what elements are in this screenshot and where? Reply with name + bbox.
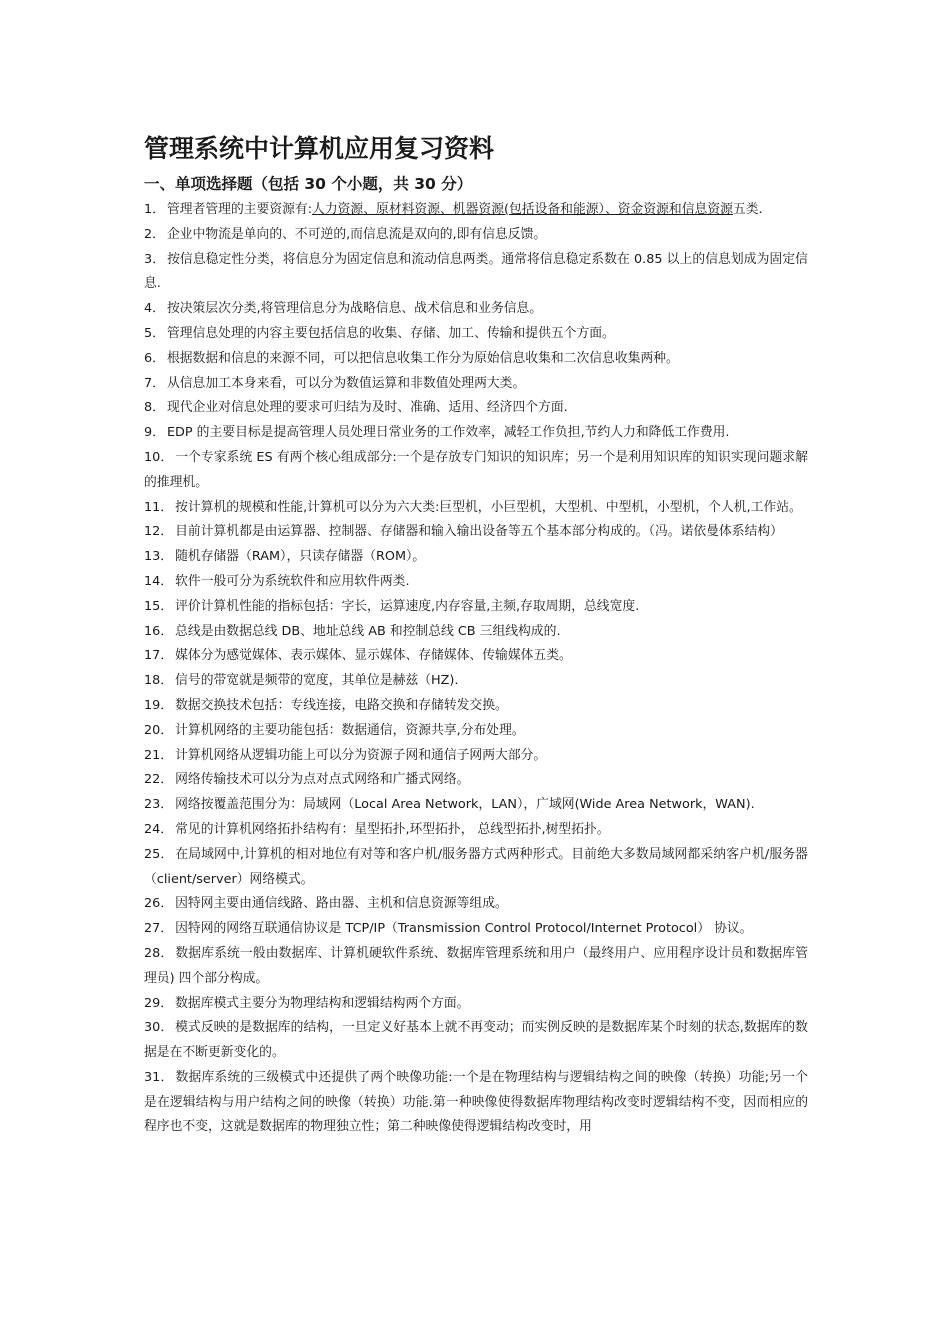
document-title: 管理系统中计算机应用复习资料 — [144, 134, 495, 163]
question-list — [144, 198, 808, 1140]
item-number: 3． — [144, 251, 166, 267]
list-item — [144, 421, 808, 446]
list-item — [144, 694, 808, 719]
list-item — [144, 768, 808, 793]
list-item — [144, 1016, 808, 1066]
list-item — [144, 595, 808, 620]
document-page — [144, 132, 808, 1140]
item-number: 14． — [144, 573, 174, 589]
item-number: 9． — [144, 425, 165, 441]
list-item — [144, 719, 808, 744]
item-number: 20． — [144, 722, 174, 738]
item-number: 29． — [144, 995, 174, 1011]
item-text: 从信息加工本身来看，可以分为数值运算和非数值处理两大类。 — [166, 375, 526, 391]
list-item — [144, 496, 808, 521]
item-text: 网络传输技术可以分为点对点式网络和广播式网络。 — [175, 772, 470, 788]
item-number: 11． — [144, 499, 174, 515]
item-text: 目前计算机都是由运算器、控制器、存储器和输入输出设备等五个基本部分构成的。（冯。诺依曼体系结构） — [175, 524, 783, 540]
item-text: 数据库系统一般由数据库、计算机硬软件系统、数据库管理系统和用户（最终用户、应用程序设计员和数据库管理员) 四个部分构成。 — [144, 945, 808, 986]
list-item — [144, 669, 808, 694]
item-number: 2． — [144, 226, 165, 242]
item-number: 17． — [144, 648, 174, 664]
item-number: 19． — [144, 697, 174, 713]
list-item — [144, 644, 808, 669]
item-text: EDP 的主要目标是提高管理人员处理日常业务的工作效率，减轻工作负担,节约人力和降低工作费用. — [166, 425, 730, 441]
item-text: 软件一般可分为系统软件和应用软件两类. — [175, 573, 410, 589]
item-text: 企业中物流是单向的、不可逆的,而信息流是双向的,即有信息反馈。 — [166, 226, 547, 242]
item-number: 31． — [144, 1069, 174, 1085]
item-text: 现代企业对信息处理的要求可归结为及时、准确、适用、经济四个方面. — [166, 400, 568, 416]
item-number: 1． — [144, 202, 165, 217]
list-item — [144, 793, 808, 818]
item-text: 数据交换技术包括：专线连接，电路交换和存储转发交换。 — [175, 697, 508, 713]
item-number: 6． — [144, 350, 165, 366]
item-text: 信号的带宽就是频带的宽度，其单位是赫兹（HZ). — [175, 673, 459, 689]
item-text: 一个专家系统 ES 有两个核心组成部分:一个是存放专门知识的知识库；另一个是利用知识库的知识实现问题求解的推理机。 — [144, 449, 808, 490]
list-item — [144, 843, 808, 893]
item-number: 22． — [144, 772, 174, 788]
item-number: 24． — [144, 821, 174, 837]
section-heading: 一、单项选择题（包括 30 个小题，共 30 分） — [144, 175, 473, 193]
item-number: 10． — [144, 449, 174, 465]
item-text: 计算机网络从逻辑功能上可以分为资源子网和通信子网两大部分。 — [175, 747, 547, 763]
list-item — [144, 620, 808, 645]
item-number: 27． — [144, 921, 174, 937]
item-text: 媒体分为感觉媒体、表示媒体、显示媒体、存储媒体、传输媒体五类。 — [175, 648, 572, 664]
list-item — [144, 347, 808, 372]
list-item — [144, 223, 808, 248]
item-text: 管理信息处理的内容主要包括信息的收集、存储、加工、传输和提供五个方面。 — [166, 325, 615, 341]
item-number: 25． — [144, 846, 174, 862]
item-number: 15． — [144, 598, 174, 614]
list-item — [144, 248, 808, 298]
item-number: 13． — [144, 549, 174, 565]
item-number: 23． — [144, 797, 174, 813]
item-text: 根据数据和信息的来源不同，可以把信息收集工作分为原始信息收集和二次信息收集两种。 — [166, 350, 679, 366]
item-number: 30． — [144, 1020, 174, 1036]
item-text: 管理者管理的主要资源有: — [166, 202, 313, 217]
item-text-underlined: 人力资源、原材料资源、机器资源(包括设备和能源）、资金资源和信息资源 — [312, 202, 733, 217]
list-item — [144, 892, 808, 917]
item-text: 因特网主要由通信线路、路由器、主机和信息资源等组成。 — [175, 896, 508, 912]
list-item — [144, 1066, 808, 1140]
item-number: 7． — [144, 375, 165, 391]
list-item — [144, 322, 808, 347]
list-item — [144, 297, 808, 322]
item-text: 按计算机的规模和性能,计算机可以分为六大类:巨型机，小巨型机，大型机、中型机，小型机，个人机,工作站。 — [175, 499, 802, 515]
list-item — [144, 520, 808, 545]
item-text: 按决策层次分类,将管理信息分为战略信息、战术信息和业务信息。 — [166, 301, 543, 317]
list-item — [144, 396, 808, 421]
item-number: 16． — [144, 623, 174, 639]
item-number: 8． — [144, 400, 165, 416]
item-text: 按信息稳定性分类，将信息分为固定信息和流动信息两类。通常将信息稳定系数在 0.85 以上的信息划成为固定信息. — [144, 251, 808, 292]
list-item — [144, 992, 808, 1017]
list-item — [144, 446, 808, 496]
list-item — [144, 545, 808, 570]
list-item — [144, 818, 808, 843]
item-text: 五类. — [732, 202, 763, 217]
list-item — [144, 570, 808, 595]
item-text: 数据库模式主要分为物理结构和逻辑结构两个方面。 — [175, 995, 470, 1011]
item-number: 5． — [144, 325, 165, 341]
item-number: 26． — [144, 896, 174, 912]
item-text: 因特网的网络互联通信协议是 TCP/IP（Transmission Control Protocol/Internet Protocol） 协议。 — [175, 921, 753, 937]
item-number: 21． — [144, 747, 174, 763]
item-text: 网络按覆盖范围分为：局域网（Local Area Network，LAN），广域网(Wide Area Network，WAN). — [175, 797, 755, 813]
list-item — [144, 917, 808, 942]
item-text: 评价计算机性能的指标包括：字长，运算速度,内存容量,主频,存取周期，总线宽度. — [175, 598, 640, 614]
list-item — [144, 942, 808, 992]
item-text: 数据库系统的三级模式中还提供了两个映像功能:一个是在物理结构与逻辑结构之间的映像（转换）功能;另一个是在逻辑结构与用户结构之间的映像（转换）功能.第一种映像使得数据库物理结构改变时逻辑结构不变，因而相应的程序也不变，这就是数据库的物理独立性；第二种映像使得逻辑结构改变时，用 — [144, 1069, 808, 1135]
item-text: 总线是由数据总线 DB、地址总线 AB 和控制总线 CB 三组线构成的. — [175, 623, 561, 639]
item-text: 模式反映的是数据库的结构，一旦定义好基本上就不再变动；而实例反映的是数据库某个时刻的状态,数据库的数据是在不断更新变化的。 — [144, 1020, 808, 1061]
item-number: 18． — [144, 673, 174, 689]
item-text: 计算机网络的主要功能包括：数据通信，资源共享,分布处理。 — [175, 722, 525, 738]
item-number: 4． — [144, 301, 165, 317]
list-item — [144, 372, 808, 397]
list-item — [144, 198, 808, 223]
list-item — [144, 744, 808, 769]
item-number: 12． — [144, 524, 174, 540]
item-text: 在局域网中,计算机的相对地位有对等和客户机/服务器方式两种形式。目前绝大多数局域网都采纳客户机/服务器（client/server）网络模式。 — [144, 846, 808, 887]
item-text: 随机存储器（RAM），只读存储器（ROM）。 — [175, 549, 426, 565]
item-text: 常见的计算机网络拓扑结构有：星型拓扑,环型拓扑， 总线型拓扑,树型拓扑。 — [175, 821, 610, 837]
item-number: 28． — [144, 945, 174, 961]
